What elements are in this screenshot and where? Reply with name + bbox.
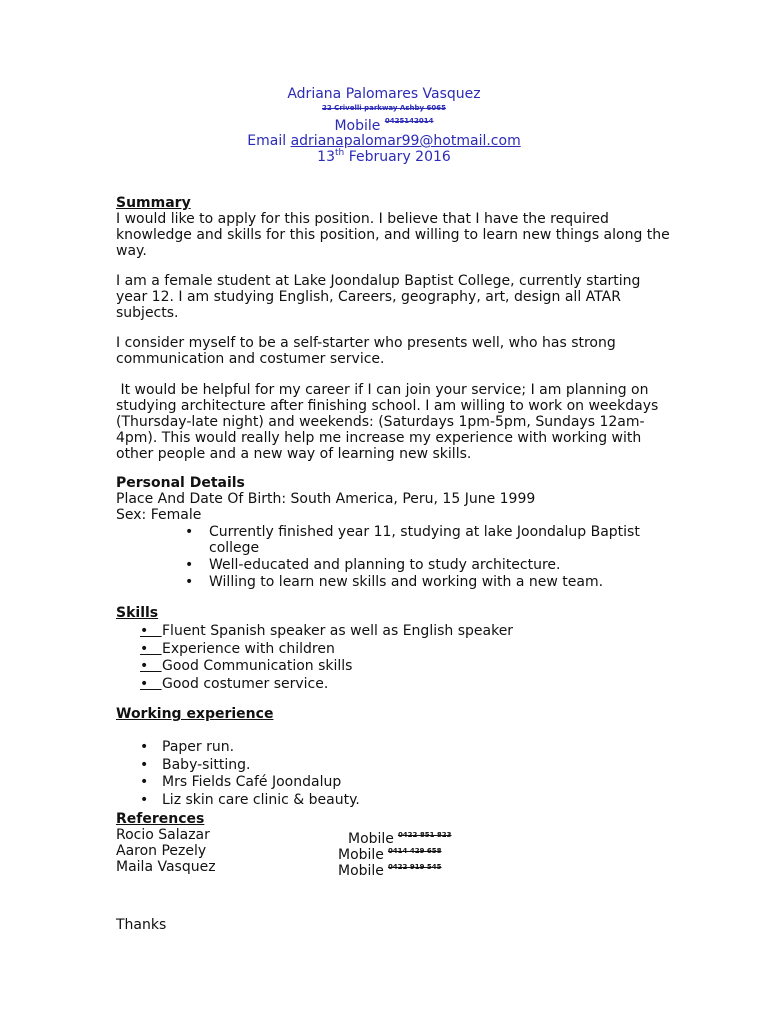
list-item: • Good costumer service. bbox=[140, 675, 329, 692]
list-item: • Paper run. bbox=[140, 739, 235, 755]
reference-mobile: Mobile $^{0422 919 545}$ bbox=[338, 863, 442, 879]
summary-paragraph-3: I consider myself to be a self-starter who presents well, who has strong communication and costumer service. bbox=[116, 335, 616, 367]
reference-row bbox=[116, 859, 676, 879]
summary-paragraph-4: It would be helpful for my career if I can join your service; I am planning on studying architecture after finishing school. I am willing to work on weekdays (Thursday-late night) and weekends: (Saturdays 1pm-5pm, Sundays 12am-4pm). This would really help me increase my experience with working with other people and a new way of learning new skills. bbox=[116, 382, 663, 462]
summary-paragraph-1: I would like to apply for this position. I believe that I have the required knowledge and skills for this position, and willing to learn new things along the way. bbox=[116, 211, 670, 259]
personal-section bbox=[116, 475, 676, 523]
header-address bbox=[0, 101, 768, 113]
date-rest: February 2016 bbox=[348, 149, 451, 165]
reference-row bbox=[116, 827, 676, 847]
address-text: 22 Crivelli parkway Ashby 6065 bbox=[322, 104, 446, 112]
summary-heading: Summary bbox=[116, 195, 191, 211]
list-item: • Good Communication skills bbox=[140, 658, 353, 674]
list-item: • Currently finished year 11, studying at lake Joondalup Baptist college bbox=[185, 524, 640, 556]
applicant-name: Adriana Palomares Vasquez bbox=[287, 86, 481, 102]
list-item: • Experience with children bbox=[140, 640, 335, 657]
summary-paragraph-3-block bbox=[116, 335, 676, 367]
reference-mobile: Mobile $^{0422 851 823}$ bbox=[348, 831, 452, 847]
personal-heading: Personal Details bbox=[116, 475, 245, 491]
list-item: • Liz skin care clinic & beauty. bbox=[140, 791, 360, 808]
date-suffix: th bbox=[335, 148, 345, 158]
personal-bullets bbox=[185, 524, 669, 590]
header-name bbox=[0, 86, 768, 102]
reference-row bbox=[116, 843, 676, 863]
list-item: • Well-educated and planning to study architecture. bbox=[185, 557, 561, 573]
mobile-number: 0425142014 bbox=[384, 117, 434, 125]
header-mobile bbox=[0, 117, 768, 134]
personal-birth: Place And Date Of Birth: South America, Peru, 15 June 1999 bbox=[116, 491, 536, 507]
work-heading: Working experience bbox=[116, 706, 274, 722]
skills-list bbox=[140, 623, 662, 693]
list-item: • Mrs Fields Café Joondalup bbox=[140, 774, 342, 790]
summary-paragraph-4-block bbox=[116, 382, 676, 462]
reference-name: Aaron Pezely bbox=[116, 843, 207, 859]
header-email bbox=[0, 133, 768, 149]
summary-paragraph-2: I am a female student at Lake Joondalup Baptist College, currently starting year 12. I am studying English, Careers, geography, art, design all ATAR subjects. bbox=[116, 273, 641, 321]
references-heading: References bbox=[116, 811, 205, 827]
work-list bbox=[140, 739, 662, 809]
references-section bbox=[116, 811, 676, 879]
list-item: • Baby-sitting. bbox=[140, 756, 251, 773]
date-day: 13 bbox=[317, 149, 335, 165]
reference-name: Maila Vasquez bbox=[116, 859, 216, 875]
mobile-label: Mobile bbox=[334, 118, 381, 134]
closing-text: Thanks bbox=[116, 917, 167, 933]
header-date bbox=[0, 148, 768, 165]
summary-section bbox=[116, 195, 676, 259]
skills-heading: Skills bbox=[116, 605, 159, 621]
reference-mobile: Mobile $^{0414 429 658}$ bbox=[338, 847, 442, 863]
work-section bbox=[116, 706, 676, 722]
email-label: Email bbox=[247, 133, 287, 149]
closing-block bbox=[116, 917, 676, 933]
skills-section bbox=[116, 605, 676, 621]
email-link[interactable]: adrianapalomar99@hotmail.com bbox=[290, 133, 521, 149]
list-item: • Fluent Spanish speaker as well as English speaker bbox=[140, 623, 514, 639]
list-item: • Willing to learn new skills and working with a new team. bbox=[185, 574, 604, 590]
personal-sex: Sex: Female bbox=[116, 507, 202, 523]
reference-name: Rocio Salazar bbox=[116, 827, 210, 843]
summary-paragraph-2-block bbox=[116, 273, 676, 321]
